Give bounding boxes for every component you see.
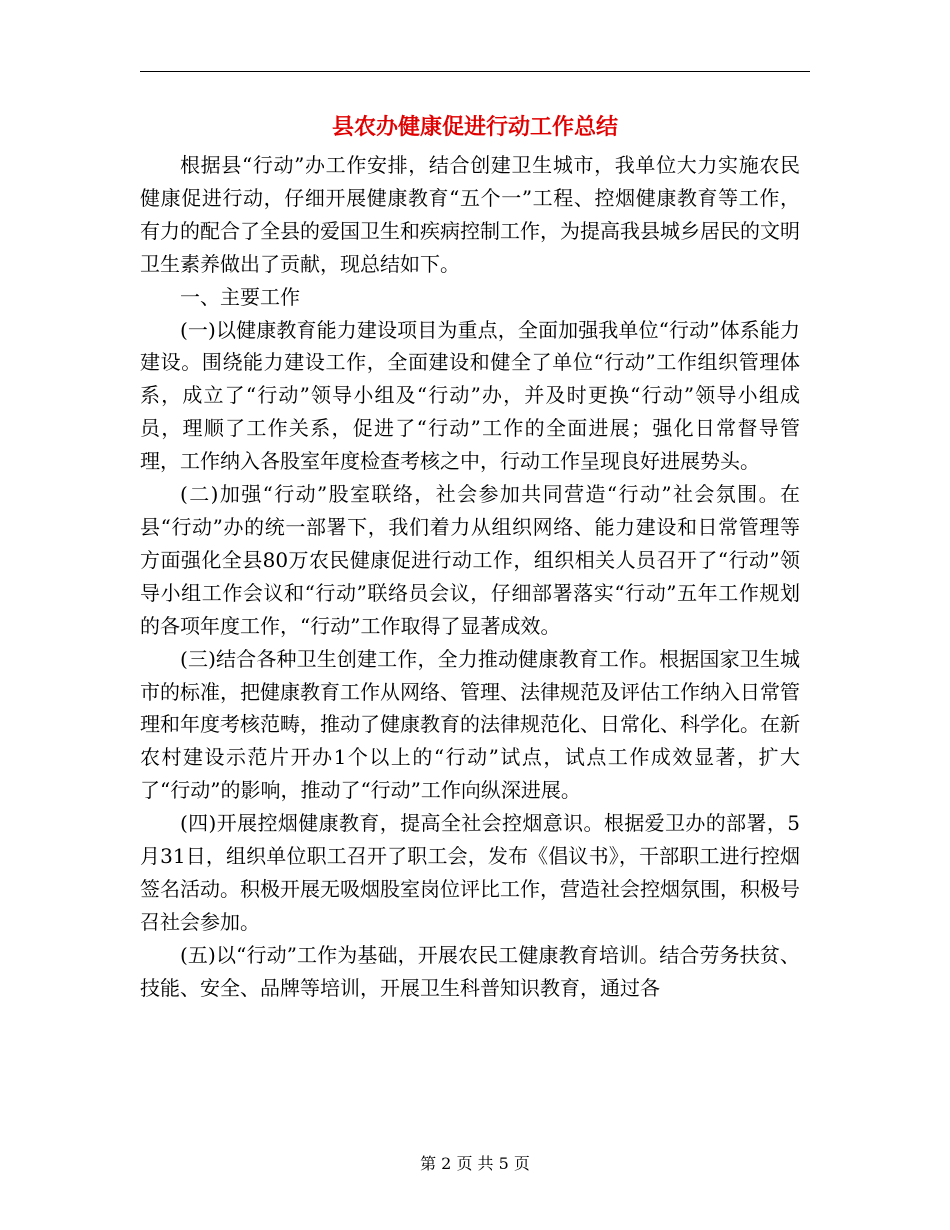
page-number-footer: 第 2 页 共 5 页 xyxy=(420,1154,530,1173)
paragraph-item-5: (五)以“行动”工作为基础，开展农民工健康教育培训。结合劳务扶贫、技能、安全、品牌等培训，开展卫生科普知识教育，通过各 xyxy=(140,942,800,1000)
paragraph-item-2: (二)加强“行动”股室联络，社会参加共同营造“行动”社会氛围。在县“行动”办的统一部署下，我们着力从组织网络、能力建设和日常管理等方面强化全县80万农民健康促进行动工作，组织相关人员召开了“行动”领导小组工作会议和“行动”联络员会议，仔细部署落实“行动”五年工作规划的各项年度工作，“行动”工作取得了显著成效。 xyxy=(140,482,800,638)
header-rule xyxy=(140,71,810,72)
paragraph-item-4: (四)开展控烟健康教育，提高全社会控烟意识。根据爱卫办的部署，5月31日，组织单位职工召开了职工会，发布《倡议书》，干部职工进行控烟签名活动。积极开展无吸烟股室岗位评比工作，营造社会控烟氛围，积极号召社会参加。 xyxy=(140,811,800,934)
document-title: 县农办健康促进行动工作总结 xyxy=(331,115,618,140)
document-body xyxy=(140,149,800,1005)
paragraph-intro: 根据县“行动”办工作安排，结合创建卫生城市，我单位大力实施农民健康促进行动，仔细开展健康教育“五个一”工程、控烟健康教育等工作，有力的配合了全县的爱国卫生和疾病控制工作，为提高我县城乡居民的文明卫生素养做出了贡献，现总结如下。 xyxy=(140,153,800,276)
paragraph-item-1: (一)以健康教育能力建设项目为重点，全面加强我单位“行动”体系能力建设。围绕能力建设工作，全面建设和健全了单位“行动”工作组织管理体系，成立了“行动”领导小组及“行动”办，并及时更换“行动”领导小组成员，理顺了工作关系，促进了“行动”工作的全面进展；强化日常督导管理，工作纳入各股室年度检查考核之中，行动工作呈现良好进展势头。 xyxy=(140,317,800,474)
paragraph-item-3: (三)结合各种卫生创建工作，全力推动健康教育工作。根据国家卫生城市的标准，把健康教育工作从网络、管理、法律规范及评估工作纳入日常管理和年度考核范畴，推动了健康教育的法律规范化、日常化、科学化。在新农村建设示范片开办1个以上的“行动”试点，试点工作成效显著，扩大了“行动”的影响，推动了“行动”工作向纵深进展。 xyxy=(140,646,800,803)
section-heading-main-work: 一、主要工作 xyxy=(180,284,300,309)
